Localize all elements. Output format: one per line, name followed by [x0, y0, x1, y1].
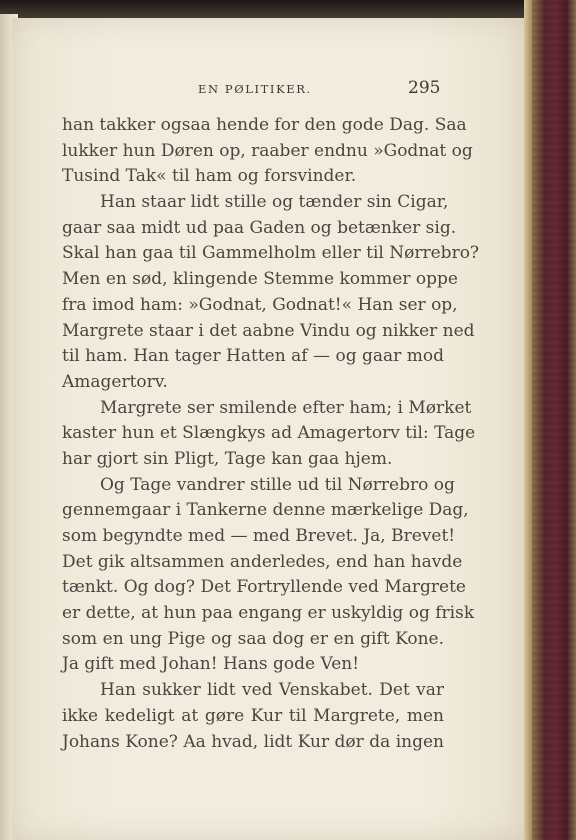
text-line: tænkt. Og dog? Det Fortryllende ved Margrete [62, 577, 466, 598]
text-line: er dette, at hun paa engang er uskyldig og frisk [62, 603, 475, 624]
text-line: kaster hun et Slængkys ad Amagertorv til: Tage [62, 423, 476, 444]
text-line: lukker hun Døren op, raaber endnu »Godnat og [62, 140, 473, 161]
text-line: som en ung Pige og saa dog er en gift Kone. [62, 628, 444, 649]
text-line: Og Tage vandrer stille ud til Nørrebro og [100, 474, 455, 495]
text-line: Margrete staar i det aabne Vindu og nikker ned [62, 320, 475, 341]
text-line: Han staar lidt stille og tænder sin Cigar, [100, 192, 449, 213]
page-number: 295 [408, 78, 441, 98]
text-line: ikke kedeligt at gøre Kur til Margrete, men [62, 705, 444, 726]
text-line: som begyndte med — med Brevet. Ja, Brevet! [62, 526, 456, 546]
text-line: Amagertorv. [62, 371, 168, 392]
text-line: til ham. Han tager Hatten af — og gaar mod [62, 346, 444, 367]
text-line: Han sukker lidt ved Venskabet. Det var [100, 680, 444, 701]
body-text [62, 113, 480, 755]
text-line: Ja gift med Johan! Hans gode Ven! [62, 654, 360, 675]
text-line: Margrete ser smilende efter ham; i Mørket [100, 397, 472, 418]
text-line: Det gik altsammen anderledes, end han havde [62, 551, 463, 572]
book-cover-edge [524, 0, 576, 840]
text-line: gaar saa midt ud paa Gaden og betænker sig. [62, 217, 457, 238]
text-line: Johans Kone? Aa hvad, lidt Kur dør da ingen [62, 731, 444, 752]
running-head: EN PØLITIKER. [198, 82, 312, 96]
text-line: han takker ogsaa hende for den gode Dag. Saa [62, 115, 467, 135]
text-line: Men en sød, klingende Stemme kommer oppe [62, 269, 458, 290]
page-edge-shade [524, 0, 532, 840]
text-line: gennemgaar i Tankerne denne mærkelige Dag, [62, 500, 469, 521]
text-line: fra imod ham: »Godnat, Godnat!« Han ser op, [62, 294, 458, 315]
text-line: Tusind Tak« til ham og forsvinder. [62, 166, 357, 187]
text-line: har gjort sin Pligt, Tage kan gaa hjem. [62, 448, 393, 469]
text-line: Skal han gaa til Gammelholm eller til Nørrebro? [62, 243, 480, 264]
